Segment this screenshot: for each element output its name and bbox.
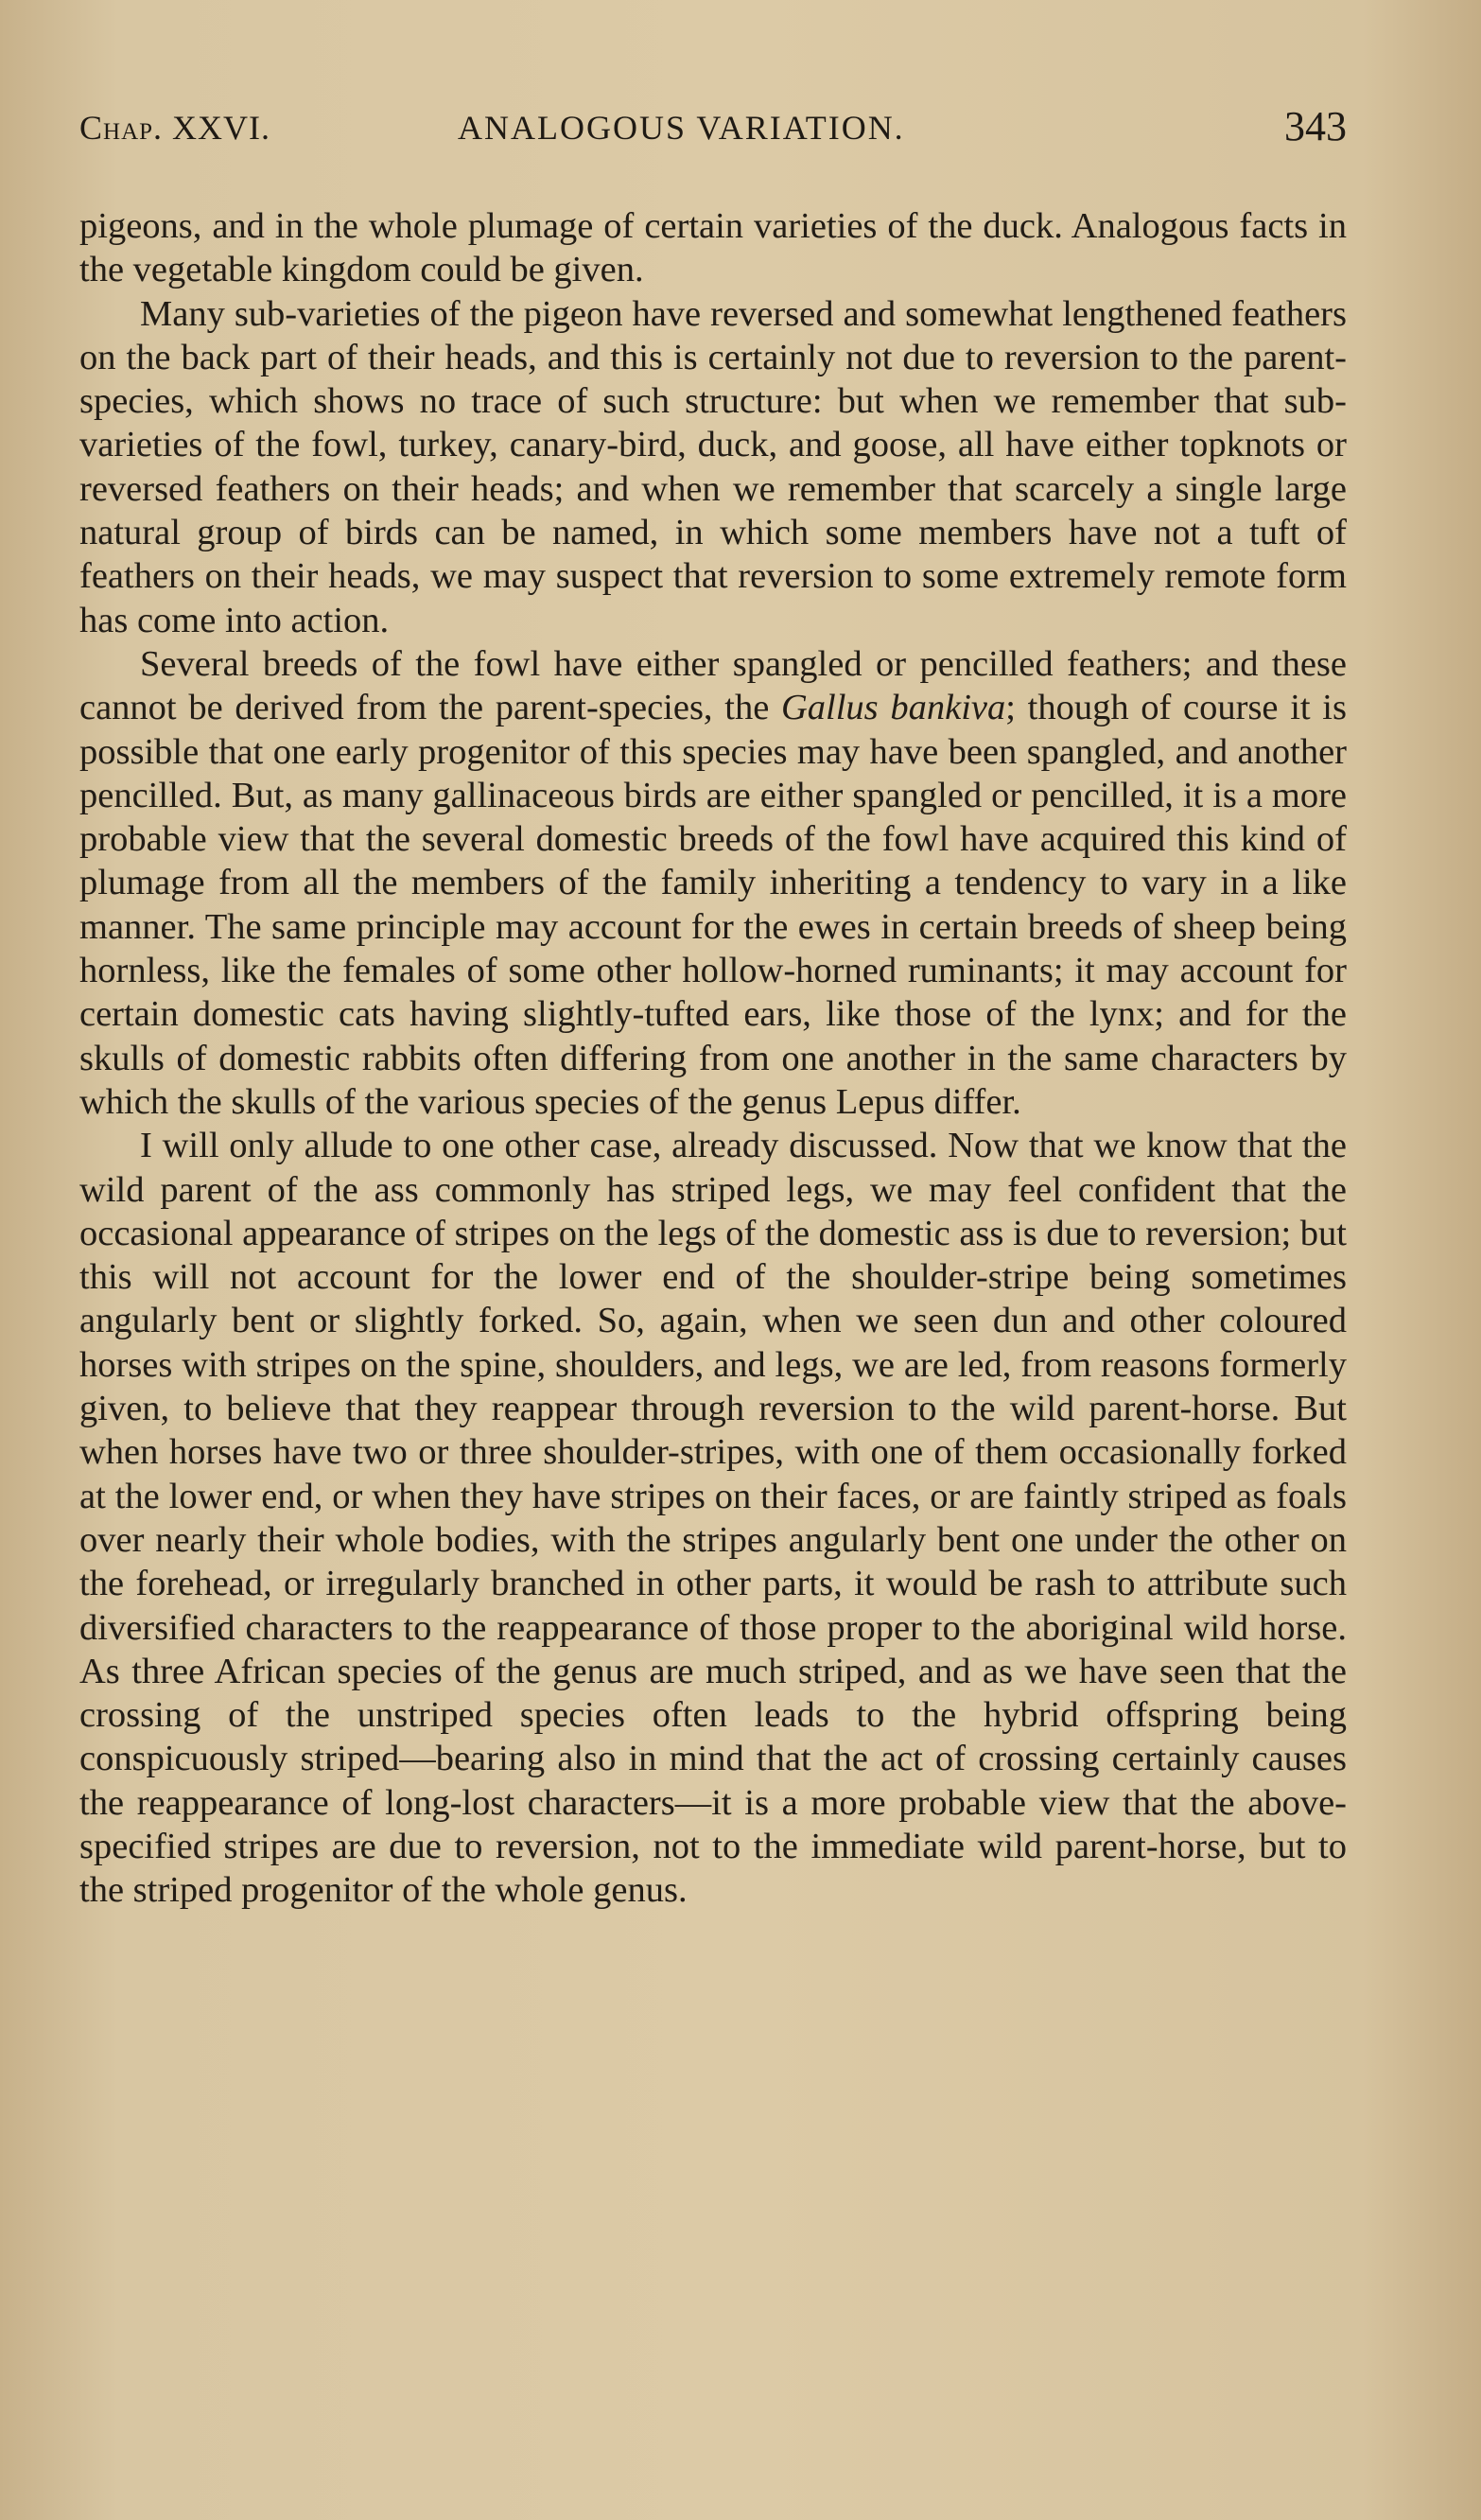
paragraph-horse-stripes: I will only allude to one other case, already discussed. Now that we know that the wild parent of the ass commonly has striped legs, we may feel confident that the occasional appearance of stripes on the legs of the domestic ass is due to reversion; but this will not account for the lower end of the shoulder-stripe being sometimes angularly bent or slightly forked. So, again, when we seen dun and other coloured horses with stripes on the spine, shoulders, and legs, we are led, from reasons formerly given, to believe that they reappear through reversion to the wild parent-horse. But when horses have two or three shoulder-stripes, with one of them occasionally forked at the lower end, or when they have stripes on their faces, or are faintly striped as foals over nearly their whole bodies, with the stripes angularly bent one under the other on the forehead, or irregularly branched in other parts, it would be rash to attribute such diversified characters to the reappearance of those proper to the aboriginal wild horse. As three African species of the genus are much striped, and as we have seen that the crossing of the unstriped species often leads to the hybrid offspring being conspicuously striped—bearing also in mind that the act of crossing certainly causes the reappearance of long-lost characters—it is a more probable view that the above-specified stripes are due to reversion, not to the immediate wild parent-horse, but to the striped progenitor of the whole genus. <box>79 1126 1347 1911</box>
paragraph-pigeon-feathers: Many sub-varieties of the pigeon have reversed and somewhat lengthened feathers on the back part of their heads, and this is certainly not due to reversion to the parent-species, which shows no trace of such structure: but when we remember that sub-varieties of the fowl, turkey, canary-bird, duck, and goose, all have either topknots or reversed feathers on their heads; and when we remember that scarcely a single large natural group of birds can be named, in which some members have not a tuft of feathers on their heads, we may suspect that reversion to some extremely remote form has come into action. <box>79 293 1347 640</box>
paragraph-continuation: pigeons, and in the whole plumage of certain varieties of the duck. Analogous facts in the vegetable kingdom could be given. <box>79 206 1347 290</box>
page-number: 343 <box>1284 103 1347 149</box>
page-header <box>79 102 1347 155</box>
species-name-italic: Gallus bankiva <box>780 688 1006 728</box>
chapter-label: Chap. XXVI. <box>79 109 271 147</box>
body-text <box>79 204 1347 1913</box>
paragraph-fowl-end: ; though of course it is possible that one early progenitor of this species may have been spangled, and another pencilled. But, as many gallinaceous birds are either spangled or pencilled, it is a more probable view that the several domestic breeds of the fowl have acquired this kind of plumage from all the members of the family inheriting a tendency to vary in a like manner. The same principle may account for the ewes in certain breeds of sheep being hornless, like the females of some other hollow-horned ruminants; it may account for certain domestic cats having slightly-tufted ears, like those of the lynx; and for the skulls of domestic rabbits often differing from one another in the same characters by which the skulls of the various species of the genus Lepus differ. <box>79 688 1347 1122</box>
paragraph-fowl-plumage <box>79 642 1347 1124</box>
paragraph-fowl-start: Several breeds of the fowl have either spangled or pencilled feathers; and these cannot be derived from the parent-species, the <box>79 643 1347 728</box>
running-title: ANALOGOUS VARIATION. <box>458 109 905 147</box>
